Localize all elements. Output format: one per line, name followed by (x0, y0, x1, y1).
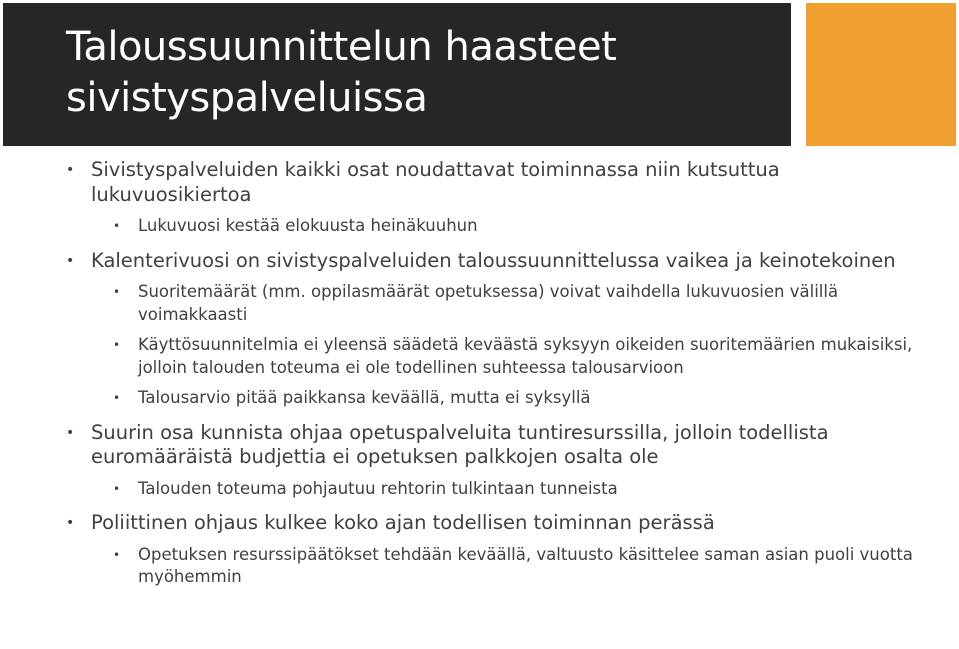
bullet-2-sub-2 (66, 334, 946, 379)
bullet-1-text: Sivistyspalveluiden kaikki osat noudattavat toiminnassa niin kutsuttua lukuvuosikiertoa (91, 158, 780, 206)
bullet-1 (66, 158, 946, 207)
bullet-1-sub-1-text: Lukuvuosi kestää elokuusta heinäkuuhun (138, 216, 478, 235)
bullet-2-sub-3 (66, 387, 946, 410)
bullet-icon: • (113, 338, 121, 352)
bullet-icon: • (66, 252, 75, 269)
bullet-2-sub-2-text: Käyttösuunnitelmia ei yleensä säädetä keväästä syksyyn oikeiden suoritemäärien mukaisiksi, jolloin talouden toteuma ei ole todellinen suhteessa talousarvioon (138, 335, 913, 377)
bullet-icon: • (66, 515, 75, 531)
bullet-4-sub-1 (66, 544, 946, 589)
bullet-3-sub-1-text: Talouden toteuma pohjautuu rehtorin tulkintaan tunneista (138, 478, 618, 498)
bullet-4-text: Poliittinen ohjaus kulkee koko ajan todellisen toiminnan perässä (91, 511, 715, 534)
bullet-icon: • (113, 219, 121, 233)
bullet-icon: • (113, 547, 121, 562)
slide-title-line-1: Taloussuunnittelun haasteet (66, 24, 617, 70)
bullet-icon: • (113, 285, 121, 299)
slide-title (66, 22, 616, 124)
bullet-2-sub-1-text: Suoritemäärät (mm. oppilasmäärät opetuksessa) voivat vaihdella lukuvuosien välillä voimakkaasti (138, 282, 839, 324)
bullet-icon: • (66, 424, 75, 441)
bullet-1-sub-1 (66, 215, 946, 238)
bullet-4 (66, 511, 946, 536)
bullet-icon: • (66, 162, 75, 178)
bullet-2 (66, 249, 946, 274)
bullet-2-text: Kalenterivuosi on sivistyspalveluiden taloussuunnittelussa vaikea ja keinotekoinen (91, 248, 896, 272)
slide-title-line-2: sivistyspalveluissa (66, 75, 428, 121)
bullet-2-sub-3-text: Talousarvio pitää paikkansa keväällä, mutta ei syksyllä (138, 388, 591, 407)
bullet-icon: • (113, 481, 121, 496)
bullet-3-sub-1 (66, 478, 946, 501)
bullet-4-sub-1-text: Opetuksen resurssipäätökset tehdään keväällä, valtuusto käsittelee saman asian puoli vuotta myöhemmin (138, 544, 913, 586)
bullet-icon: • (113, 391, 121, 405)
bullet-2-sub-1 (66, 281, 946, 326)
accent-block (806, 3, 956, 146)
slide-content (66, 158, 946, 589)
bullet-3 (66, 421, 946, 470)
bullet-3-text: Suurin osa kunnista ohjaa opetuspalveluita tuntiresurssilla, jolloin todellista euromääräistä budjettia ei opetuksen palkkojen osalta ole (91, 420, 829, 468)
